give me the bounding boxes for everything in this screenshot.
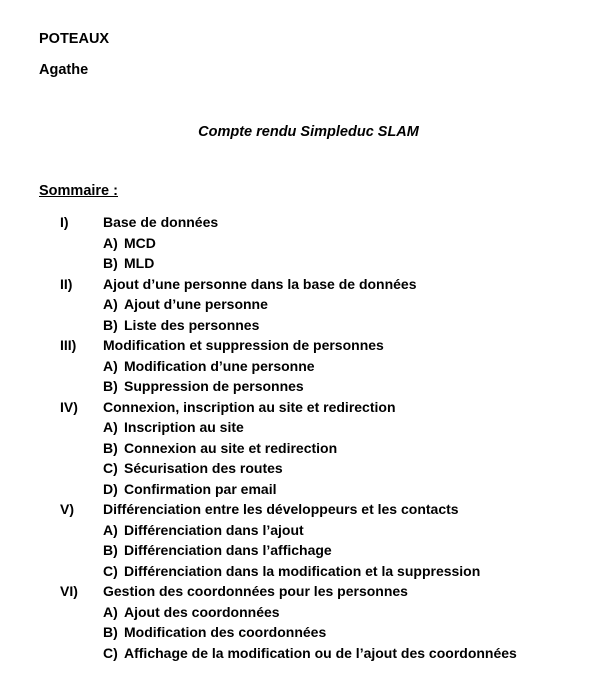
toc-subsection-letter: C) (103, 460, 118, 476)
toc-subsection-letter: A) (103, 521, 118, 538)
toc-subsection-label: MLD (124, 255, 155, 271)
toc-subsection (0, 315, 613, 336)
toc-subsection-letter: B) (103, 624, 118, 640)
toc-subsection-letter: C) (103, 644, 118, 661)
toc-subsection-label: MCD (124, 234, 156, 251)
toc-section-label: Différenciation entre les développeurs et les contacts (103, 501, 459, 517)
toc-section-number: VI) (60, 583, 78, 599)
toc-subsection-label: Connexion au site et redirection (124, 439, 338, 456)
toc-subsection (0, 602, 613, 623)
toc-subsection (0, 356, 613, 377)
toc-subsection (0, 438, 613, 459)
toc-heading: Sommaire : (39, 183, 118, 199)
toc-section-label: Connexion, inscription au site et redirection (103, 398, 396, 415)
toc-subsection-letter: A) (103, 357, 118, 374)
toc-section-number: IV) (60, 398, 78, 415)
toc-subsection-letter: D) (103, 480, 118, 497)
toc-section (0, 274, 613, 295)
toc-subsection (0, 540, 613, 561)
toc-subsection-label: Différenciation dans la modification et la suppression (124, 562, 481, 579)
toc-subsection-label: Sécurisation des routes (124, 460, 283, 476)
toc-section-label: Gestion des coordonnées pour les personnes (103, 583, 408, 599)
toc-subsection-letter: A) (103, 603, 118, 620)
toc-subsection-letter: B) (103, 255, 118, 271)
toc-subsection-label: Modification des coordonnées (124, 624, 327, 640)
toc-subsection-label: Inscription au site (124, 419, 244, 435)
toc-subsection-letter: A) (103, 419, 118, 435)
toc-subsection-label: Ajout d’une personne (124, 296, 268, 312)
toc-section (0, 581, 613, 602)
toc-subsection (0, 520, 613, 541)
toc-subsection (0, 376, 613, 397)
toc-subsection (0, 458, 613, 479)
toc-subsection-label: Modification d’une personne (124, 357, 315, 374)
table-of-contents (0, 212, 613, 663)
toc-section-number: III) (60, 337, 77, 353)
toc-subsection (0, 233, 613, 254)
toc-subsection-letter: A) (103, 296, 118, 312)
toc-subsection (0, 479, 613, 500)
toc-section (0, 499, 613, 520)
toc-subsection-label: Différenciation dans l’ajout (124, 521, 304, 538)
toc-section (0, 397, 613, 418)
toc-subsection (0, 643, 613, 664)
toc-section (0, 335, 613, 356)
toc-section-label: Ajout d’une personne dans la base de données (103, 275, 417, 292)
author-first-name: Agathe (39, 62, 89, 78)
toc-section-label: Modification et suppression de personnes (103, 337, 384, 353)
toc-subsection-label: Affichage de la modification ou de l’ajout des coordonnées (124, 644, 517, 661)
author-last-name: POTEAUX (39, 31, 110, 47)
toc-subsection-letter: B) (103, 316, 118, 333)
toc-subsection-label: Liste des personnes (124, 316, 260, 333)
toc-subsection-label: Confirmation par email (124, 480, 277, 497)
toc-subsection (0, 253, 613, 274)
toc-subsection-label: Suppression de personnes (124, 378, 304, 394)
toc-subsection (0, 417, 613, 438)
toc-section-label: Base de données (103, 214, 219, 230)
toc-section-number: I) (60, 214, 69, 230)
toc-section-number: II) (60, 275, 73, 292)
toc-subsection (0, 622, 613, 643)
toc-subsection (0, 561, 613, 582)
toc-subsection (0, 294, 613, 315)
toc-subsection-label: Différenciation dans l’affichage (124, 542, 332, 558)
toc-subsection-letter: B) (103, 439, 118, 456)
toc-subsection-letter: B) (103, 542, 118, 558)
toc-section (0, 212, 613, 233)
toc-subsection-letter: C) (103, 562, 118, 579)
document-title: Compte rendu Simpleduc SLAM (198, 124, 419, 140)
toc-subsection-letter: A) (103, 234, 118, 251)
toc-subsection-label: Ajout des coordonnées (124, 603, 280, 620)
toc-subsection-letter: B) (103, 378, 118, 394)
toc-section-number: V) (60, 501, 74, 517)
